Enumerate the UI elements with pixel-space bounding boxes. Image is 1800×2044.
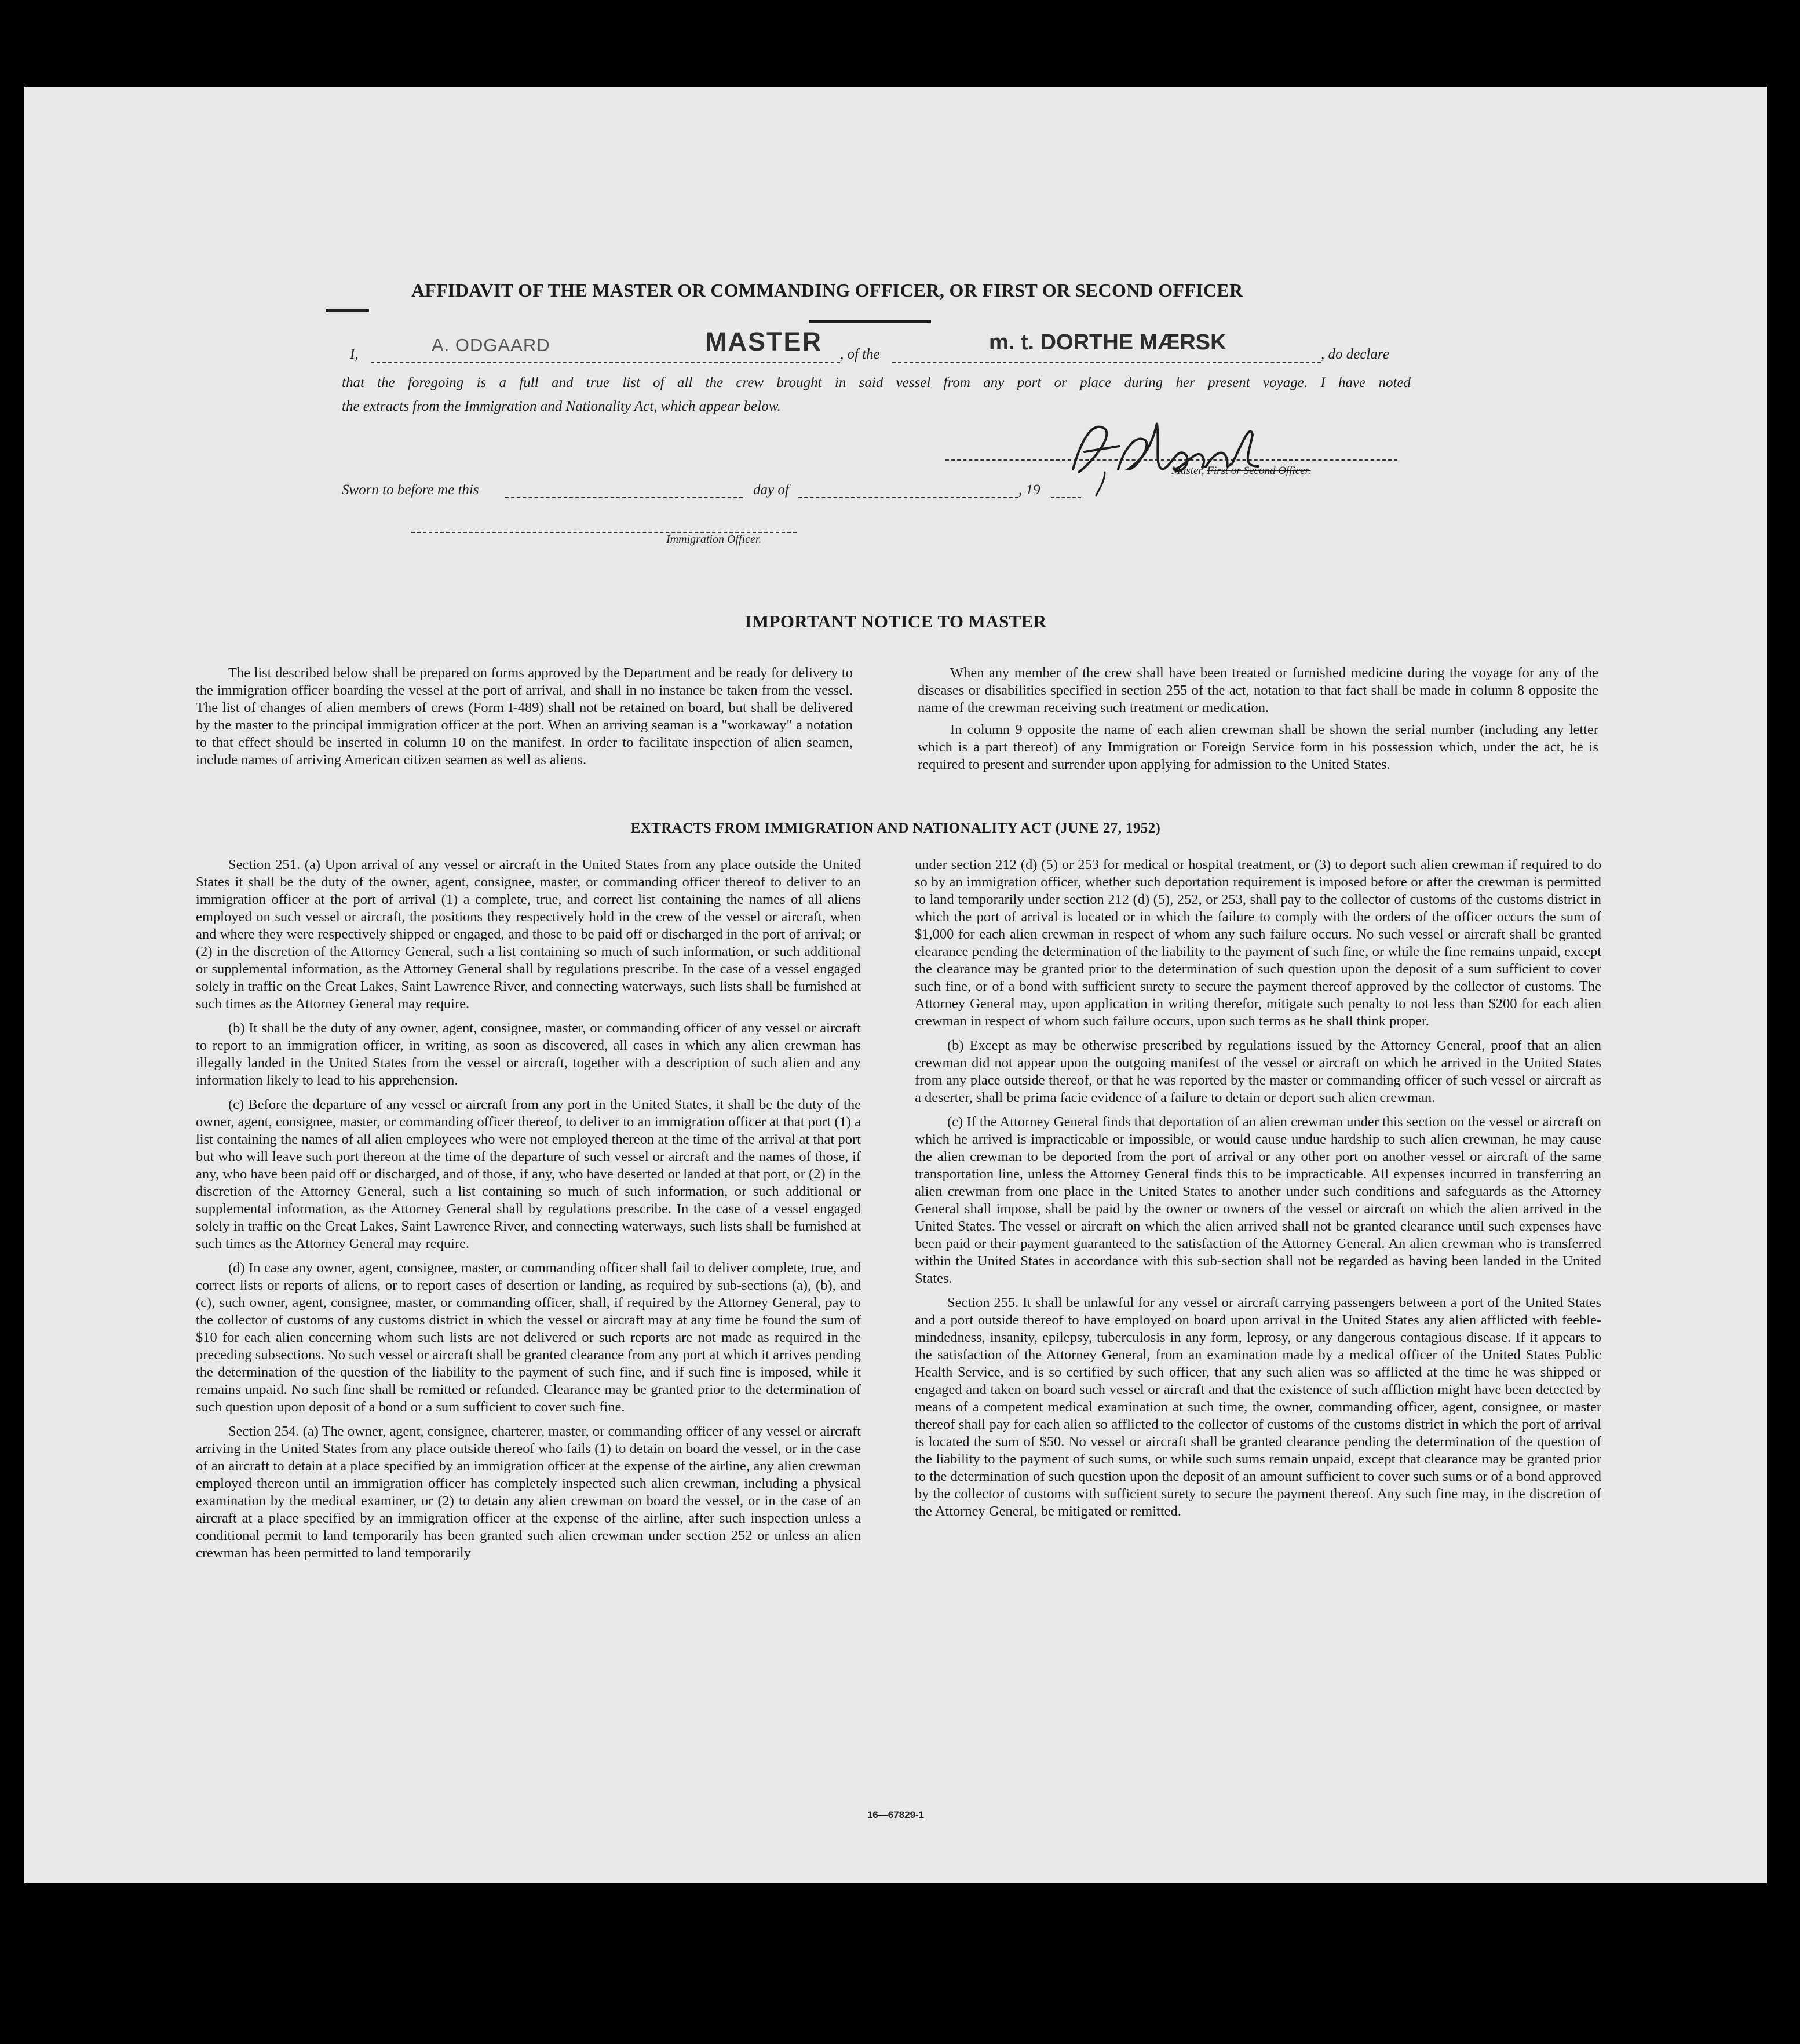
document-page xyxy=(24,87,1767,1883)
section-251-c: (c) Before the departure of any vessel or aircraft from any port in the United States, it shall be the duty of the owner, agent, consignee, master, or commanding officer thereof, to deliver to an immigration officer at that port (1) a list containing the names of all alien employees who were not employed thereon at the time of the arrival at that port but who will leave such port thereon at the time of the departure of such vessel or aircraft and the names of those, if any, who have been paid off or discharged, and of those, if any, who have deserted or landed at that port, or (2) in the discretion of the Attorney General, such a list containing so much of such information, or such additional or supplemental information, as the Attorney General shall by regulations prescribe. In the case of a vessel engaged solely in traffic on the Great Lakes, Saint Lawrence River, and connecting waterways, such lists shall be furnished at such times as the Attorney General may require. xyxy=(196,1097,861,1251)
officer-caption: Immigration Officer. xyxy=(666,533,762,546)
declaration-text-1: that the foregoing is a full and true list of all the crew brought in said vessel from any port or place during her present voyage. I have noted xyxy=(342,375,1411,390)
i-label: I, xyxy=(350,346,359,362)
scan-mark xyxy=(326,309,369,312)
section-254-a-continued: under section 212 (d) (5) or 253 for medical or hospital treatment, or (3) to deport such alien crewman if required to do so by an immigration officer, whether such deportation requirement is imposed before or after the crewman is permitted to land temporarily under section 212 (d) (5), 252, or 253, shall pay to the collector of customs of the customs district in which the port of arrival is located or in which the failure to comply with the orders of the officer occurs the sum of $1,000 for each alien crewman in respect of whom any such failure occurs. No such vessel or aircraft shall be granted clearance pending the determination of the liability to the payment of such fine, or while the fine remains unpaid, except the clearance may be granted prior to the determination of such question upon the deposit of a sum sufficient to cover such fine, or of a bond with sufficient surety to secure the payment thereof approved by the collector of customs. The Attorney General may, upon application in writing therefor, mitigate such penalty to not less than $200 for each alien crewman in respect of whom such failure occurs, upon such terms as he shall think proper. xyxy=(915,857,1601,1029)
sworn-day-blank xyxy=(505,497,743,498)
signature-text: A. Odgaard xyxy=(1050,404,1093,414)
notice-right-paragraph-2: In column 9 opposite the name of each alien crewman shall be shown the serial number (including any letter which is a part thereof) of any Immigration or Foreign Service form in his possession which, under the act, he is required to present and surrender upon applying for admission to the United States. xyxy=(918,722,1598,772)
sworn-label: Sworn to before me this xyxy=(342,482,479,498)
master-rank: MASTER xyxy=(705,327,822,356)
vessel-blank xyxy=(892,362,1321,363)
form-code: 16—67829-1 xyxy=(867,1809,925,1820)
signature-caption xyxy=(1171,465,1311,477)
year-blank xyxy=(1051,497,1081,498)
of-the-label: , of the xyxy=(840,346,880,362)
extracts-right-column xyxy=(915,856,1601,1527)
section-254-b: (b) Except as may be otherwise prescribed by regulations issued by the Attorney General, proof that an alien crewman did not appear upon the outgoing manifest of the vessel or aircraft on which he arrived in the United States from any place outside thereof, or that he was reported by the master or commanding officer of such vessel or aircraft as a deserter, shall be prima facie evidence of a failure to detain or deport such alien crewman. xyxy=(915,1038,1601,1105)
section-255: Section 255. It shall be unlawful for any vessel or aircraft carrying passengers between a port of the United States and a port outside thereof to have employed on board upon arrival in the United States any alien afflicted with feeble-mindedness, insanity, epilepsy, tuberculosis in any form, leprosy, or any dangerous contagious disease. If it appears to the satisfaction of the Attorney General, from an examination made by a medical officer of the United States Public Health Service, and is so certified by such officer, that any such alien was so afflicted at the time he was shipped or engaged and taken on board such vessel or aircraft and that the existence of such affliction might have been detected by means of a competent medical examination at such time, the owner, commanding officer, agent, consignee, or master thereof shall pay for each alien so afflicted to the collector of customs of the customs district in which the port of arrival is located the sum of $50. No vessel or aircraft shall be granted clearance pending the determination of the question of the liability to the payment of such sums, or while such sums remain unpaid, except that clearance may be granted prior to the determination of such question upon the deposit of an amount sufficient to cover such sums or of a bond approved by the collector of customs with sufficient surety to secure the payment thereof. Any such fine may, in the discretion of the Attorney General, be mitigated or remitted. xyxy=(915,1295,1601,1519)
section-254-a: Section 254. (a) The owner, agent, consignee, charterer, master, or commanding officer of any vessel or aircraft arriving in the United States from any place outside thereof who fails (1) to detain on board the vessel, or in the case of an aircraft to detain at a place specified by an immigration officer at the expense of the airline, any alien crewman employed thereon until an immigration officer has completely inspected such alien crewman, including a physical examination by the medical examiner, or (2) to detain any alien crewman on board the vessel, or in the case of an aircraft at a place specified by an immigration officer at the expense of the airline, after such inspection unless a conditional permit to land temporarily has been granted such alien crewman under section 252 or unless an alien crewman has been permitted to land temporarily xyxy=(196,1424,861,1561)
notice-left-column xyxy=(196,665,853,776)
section-251-b: (b) It shall be the duty of any owner, agent, consignee, master, or commanding officer of any vessel or aircraft to report to an immigration officer, in writing, as soon as discovered, all cases in which any alien crewman has illegally landed in the United States from the vessel or aircraft, together with a description of such alien and any information likely to lead to his apprehension. xyxy=(196,1020,861,1088)
extracts-left-column xyxy=(196,856,861,1569)
do-declare-label: , do declare xyxy=(1321,346,1389,362)
month-blank xyxy=(798,497,1018,498)
day-of-label: day of xyxy=(753,482,789,498)
declaration-text-2: the extracts from the Immigration and Nationality Act, which appear below. xyxy=(342,399,781,414)
section-251-d: (d) In case any owner, agent, consignee, master, or commanding officer shall fail to deliver complete, true, and correct lists or reports of aliens, or to report cases of desertion or landing, as required by sub-sections (a), (b), and (c), such owner, agent, consignee, master, or commanding officer, shall, if required by the Attorney General, pay to the collector of customs of any customs district in which the vessel or aircraft may at any time be found the sum of $10 for each alien concerning whom such lists are not delivered or such reports are not made as required in the preceding subsections. No such vessel or aircraft shall be granted clearance from any port at which it arrives pending the determination of the question of the liability to the payment of such fine, and if such fine is imposed, while it remains unpaid. No such fine shall be remitted or refunded. Clearance may be granted prior to the determination of such question upon deposit of a bond or a sum sufficient to cover such fine. xyxy=(196,1260,861,1415)
affidavit-title: AFFIDAVIT OF THE MASTER OR COMMANDING OFFICER, OR FIRST OR SECOND OFFICER xyxy=(411,280,1243,301)
master-signature xyxy=(1050,404,1270,498)
caption-struck-officer: First or Second Officer. xyxy=(1207,465,1311,477)
extracts-title: EXTRACTS FROM IMMIGRATION AND NATIONALITY ACT (JUNE 27, 1952) xyxy=(630,820,1161,836)
section-251-a: Section 251. (a) Upon arrival of any vessel or aircraft in the United States from any place outside the United States it shall be the duty of the owner, agent, consignee, master, or commanding officer thereof to deliver to an immigration officer at the port of arrival (1) a complete, true, and correct list containing the names of all aliens employed on such vessel or aircraft, the positions they respectively hold in the crew of the vessel or aircraft, when and where they were respectively shipped or engaged, and those to be paid off or discharged in the port of arrival; or (2) in the discretion of the Attorney General, such a list containing so much of such information, or such additional or supplemental information, as the Attorney General shall by regulations prescribe. In the case of a vessel engaged solely in traffic on the Great Lakes, Saint Lawrence River, and connecting waterways, such lists shall be furnished at such times as the Attorney General may require. xyxy=(196,857,861,1012)
section-254-c: (c) If the Attorney General finds that deportation of an alien crewman under this section on the vessel or aircraft on which he arrived is impracticable or impossible, or would cause undue hardship to such alien crewman, he may cause the alien crewman to be deported from the port of arrival or any other port on another vessel or aircraft of the same transportation line, unless the Attorney General finds this to be impracticable. All expenses incurred in transferring an alien crewman from one place in the United States to another under such conditions and safeguards as the Attorney General shall impose, shall be paid by the owner or owners of the vessel or aircraft on which the alien arrived in the United States. The vessel or aircraft on which the alien arrived shall not be granted clearance until such expenses have been paid or their payment guaranteed to the satisfaction of the Attorney General. An alien crewman who is transferred within the United States in accordance with this sub-section shall not be regarded as having been landed in the United States. xyxy=(915,1114,1601,1286)
notice-right-paragraph-1: When any member of the crew shall have been treated or furnished medicine during the voyage for any of the diseases or disabilities specified in section 255 of the act, notation to that fact shall be made in column 8 opposite the name of the crewman receiving such treatment or medication. xyxy=(918,665,1598,716)
vessel-name: m. t. DORTHE MÆRSK xyxy=(989,330,1226,355)
caption-master: Master, xyxy=(1171,465,1204,477)
year-prefix: , 19 xyxy=(1018,482,1040,498)
notice-title: IMPORTANT NOTICE TO MASTER xyxy=(744,611,1047,632)
notice-left-paragraph: The list described below shall be prepared on forms approved by the Department and be ready for delivery to the immigration officer boarding the vessel at the port of arrival, and shall in no instance be taken from the vessel. The list of changes of alien members of crews (Form I-489) shall not be retained on board, but shall be delivered by the master to the principal immigration officer at the port. When an arriving seaman is a "workaway" a notation to that effect should be inserted in column 10 on the manifest. In order to facilitate inspection of alien seamen, include names of arriving American citizen seamen as well as aliens. xyxy=(196,665,853,768)
notice-right-column xyxy=(918,665,1598,780)
name-rank-blank xyxy=(371,362,840,363)
master-name: A. ODGAARD xyxy=(432,335,550,355)
title-rule xyxy=(809,320,931,323)
